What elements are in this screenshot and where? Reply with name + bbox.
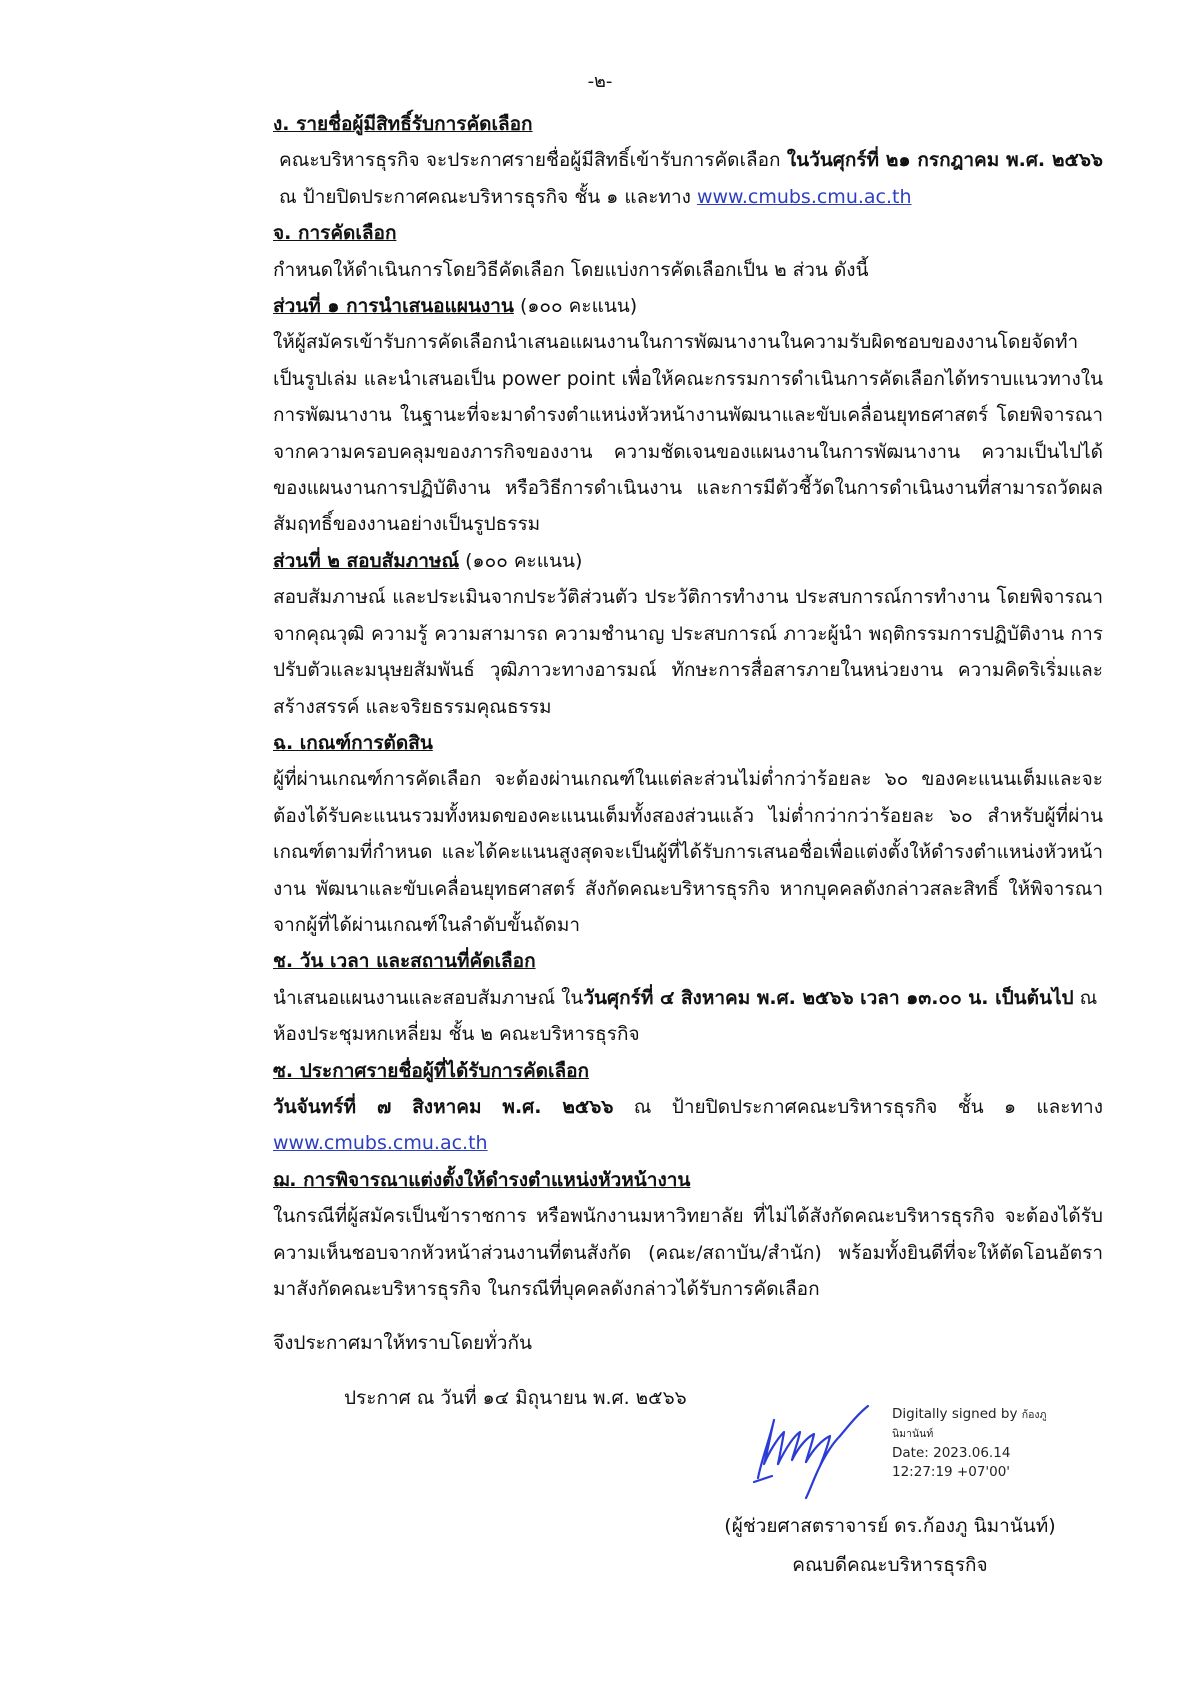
section-d-heading: ง. รายชื่อผู้มีสิทธิ์รับการคัดเลือก	[273, 113, 533, 135]
signer-first-name: ก้องภู	[1021, 1409, 1047, 1421]
signature-ink	[740, 1398, 880, 1502]
section-g-heading: ช. วัน เวลา และสถานที่คัดเลือก	[273, 950, 536, 973]
document-body	[127, 106, 1103, 1416]
closing-text: จึงประกาศมาให้ทราบโดยทั่วกัน	[273, 1332, 532, 1355]
signature-time: 12:27:19 +07'00'	[892, 1464, 1011, 1480]
signer-last-name: นิมานันท์	[892, 1428, 934, 1440]
page-number: -๒-	[587, 71, 613, 92]
section-i-text: ในกรณีที่ผู้สมัครเป็นข้าราชการ หรือพนักงานมหาวิทยาลัย ที่ไม่ได้สังกัดคณะบริหารธุรกิจ จะต้องได้รับความเห็นชอบจากหัวหน้าส่วนงานที่ตนสังกัด (คณะ/สถาบัน/สำนัก) พร้อมทั้งยินดีที่จะให้ตัดโอนอัตรามาสังกัดคณะบริหารธุรกิจ ในกรณีที่บุคคลดังกล่าวได้รับการคัดเลือก	[273, 1205, 1103, 1300]
website-link[interactable]: www.cmubs.cmu.ac.th	[696, 185, 912, 208]
section-i-heading: ฌ. การพิจารณาแต่งตั้งให้ดำรงตำแหน่งหัวหน้างาน	[273, 1168, 691, 1191]
signer-position: คณบดีคณะบริหารธุรกิจ	[792, 1554, 988, 1576]
part1-text: ให้ผู้สมัครเข้ารับการคัดเลือกนำเสนอแผนงานในการพัฒนางานในความรับผิดชอบของงานโดยจัดทำเป็นรูปเล่ม และนำเสนอเป็น power point เพื่อให้คณะกรรมการดำเนินการคัดเลือกได้ทราบแนวทางในการพัฒนางาน ในฐานะที่จะมาดำรงตำแหน่งหัวหน้างานพัฒนาและขับเคลื่อนยุทธศาสตร์ โดยพิจารณาจากความครอบคลุมของภารกิจของงาน ความชัดเจนของแผนงานในการพัฒนางาน ความเป็นไปได้ของแผนงานการปฏิบัติงาน หรือวิธีการดำเนินงาน และการมีตัวชี้วัดในการดำเนินงานที่สามารถวัดผลสัมฤทธิ์ของงานอย่างเป็นรูปธรรม	[273, 331, 1103, 536]
signature-date: Date: 2023.06.14	[892, 1445, 1011, 1461]
digital-signature-block	[892, 1405, 1122, 1482]
signature-label: Digitally signed by	[892, 1406, 1018, 1422]
section-d-text: คณะบริหารธุรกิจ จะประกาศรายชื่อผู้มีสิทธิ์เข้ารับการคัดเลือก ในวันศุกร์ที่ ๒๑ กรกฎาคม พ.ศ. ๒๕๖๖ ณ ป้ายปิดประกาศคณะบริหารธุรกิจ ชั้น ๑ และทาง www.cmubs.cmu.ac.th	[279, 149, 1103, 208]
handwritten-signature	[740, 1398, 880, 1502]
signer-full-name: (ผู้ช่วยศาสตราจารย์ ดร.ก้องภู นิมานันท์)	[724, 1515, 1056, 1537]
section-h-heading: ซ. ประกาศรายชื่อผู้ที่ได้รับการคัดเลือก	[273, 1059, 590, 1082]
part2-heading: ส่วนที่ ๒ สอบสัมภาษณ์ (๑๐๐ คะแนน)	[273, 549, 583, 572]
part2-text: สอบสัมภาษณ์ และประเมินจากประวัติส่วนตัว ประวัติการทำงาน ประสบการณ์การทำงาน โดยพิจารณาจากคุณวุฒิ ความรู้ ความสามารถ ความชำนาญ ประสบการณ์ ภาวะผู้นำ พฤติกรรมการปฏิบัติงาน การปรับตัวและมนุษยสัมพันธ์ วุฒิภาวะทางอารมณ์ ทักษะการสื่อสารภายในหน่วยงาน ความคิดริเริ่มและสร้างสรรค์ และจริยธรรมคุณธรรม	[273, 586, 1103, 718]
announcement-date: ประกาศ ณ วันที่ ๑๔ มิถุนายน พ.ศ. ๒๕๖๖	[344, 1386, 687, 1409]
section-e-intro: กำหนดให้ดำเนินการโดยวิธีคัดเลือก โดยแบ่งการคัดเลือกเป็น ๒ ส่วน ดังนี้	[273, 258, 869, 281]
section-e-heading: จ. การคัดเลือก	[273, 222, 397, 245]
website-link[interactable]: www.cmubs.cmu.ac.th	[273, 1132, 488, 1155]
part1-heading: ส่วนที่ ๑ การนำเสนอแผนงาน (๑๐๐ คะแนน)	[273, 295, 638, 318]
section-g-text: นำเสนอแผนงานและสอบสัมภาษณ์ ในวันศุกร์ที่ ๔ สิงหาคม พ.ศ. ๒๕๖๖ เวลา ๑๓.๐๐ น. เป็นต้นไป ณ ห้องประชุมหกเหลี่ยม ชั้น ๒ คณะบริหารธุรกิจ	[273, 986, 1098, 1046]
section-f-text: ผู้ที่ผ่านเกณฑ์การคัดเลือก จะต้องผ่านเกณฑ์ในแต่ละส่วนไม่ต่ำกว่าร้อยละ ๖๐ ของคะแนนเต็มและจะต้องได้รับคะแนนรวมทั้งหมดของคะแนนเต็มทั้งสองส่วนแล้ว ไม่ต่ำกว่ากว่าร้อยละ ๖๐ สำหรับผู้ที่ผ่านเกณฑ์ตามที่กำหนด และได้คะแนนสูงสุดจะเป็นผู้ที่ได้รับการเสนอชื่อเพื่อแต่งตั้งให้ดำรงตำแหน่งหัวหน้างาน พัฒนาและขับเคลื่อนยุทธศาสตร์ สังกัดคณะบริหารธุรกิจ หากบุคคลดังกล่าวสละสิทธิ์ ให้พิจารณาจากผู้ที่ได้ผ่านเกณฑ์ในลำดับขั้นถัดมา	[273, 768, 1103, 936]
section-h-text: วันจันทร์ที่ ๗ สิงหาคม พ.ศ. ๒๕๖๖ ณ ป้ายปิดประกาศคณะบริหารธุรกิจ ชั้น ๑ และทาง www.cmubs.cmu.ac.th	[273, 1095, 1103, 1155]
section-f-heading: ฉ. เกณฑ์การตัดสิน	[273, 731, 433, 754]
